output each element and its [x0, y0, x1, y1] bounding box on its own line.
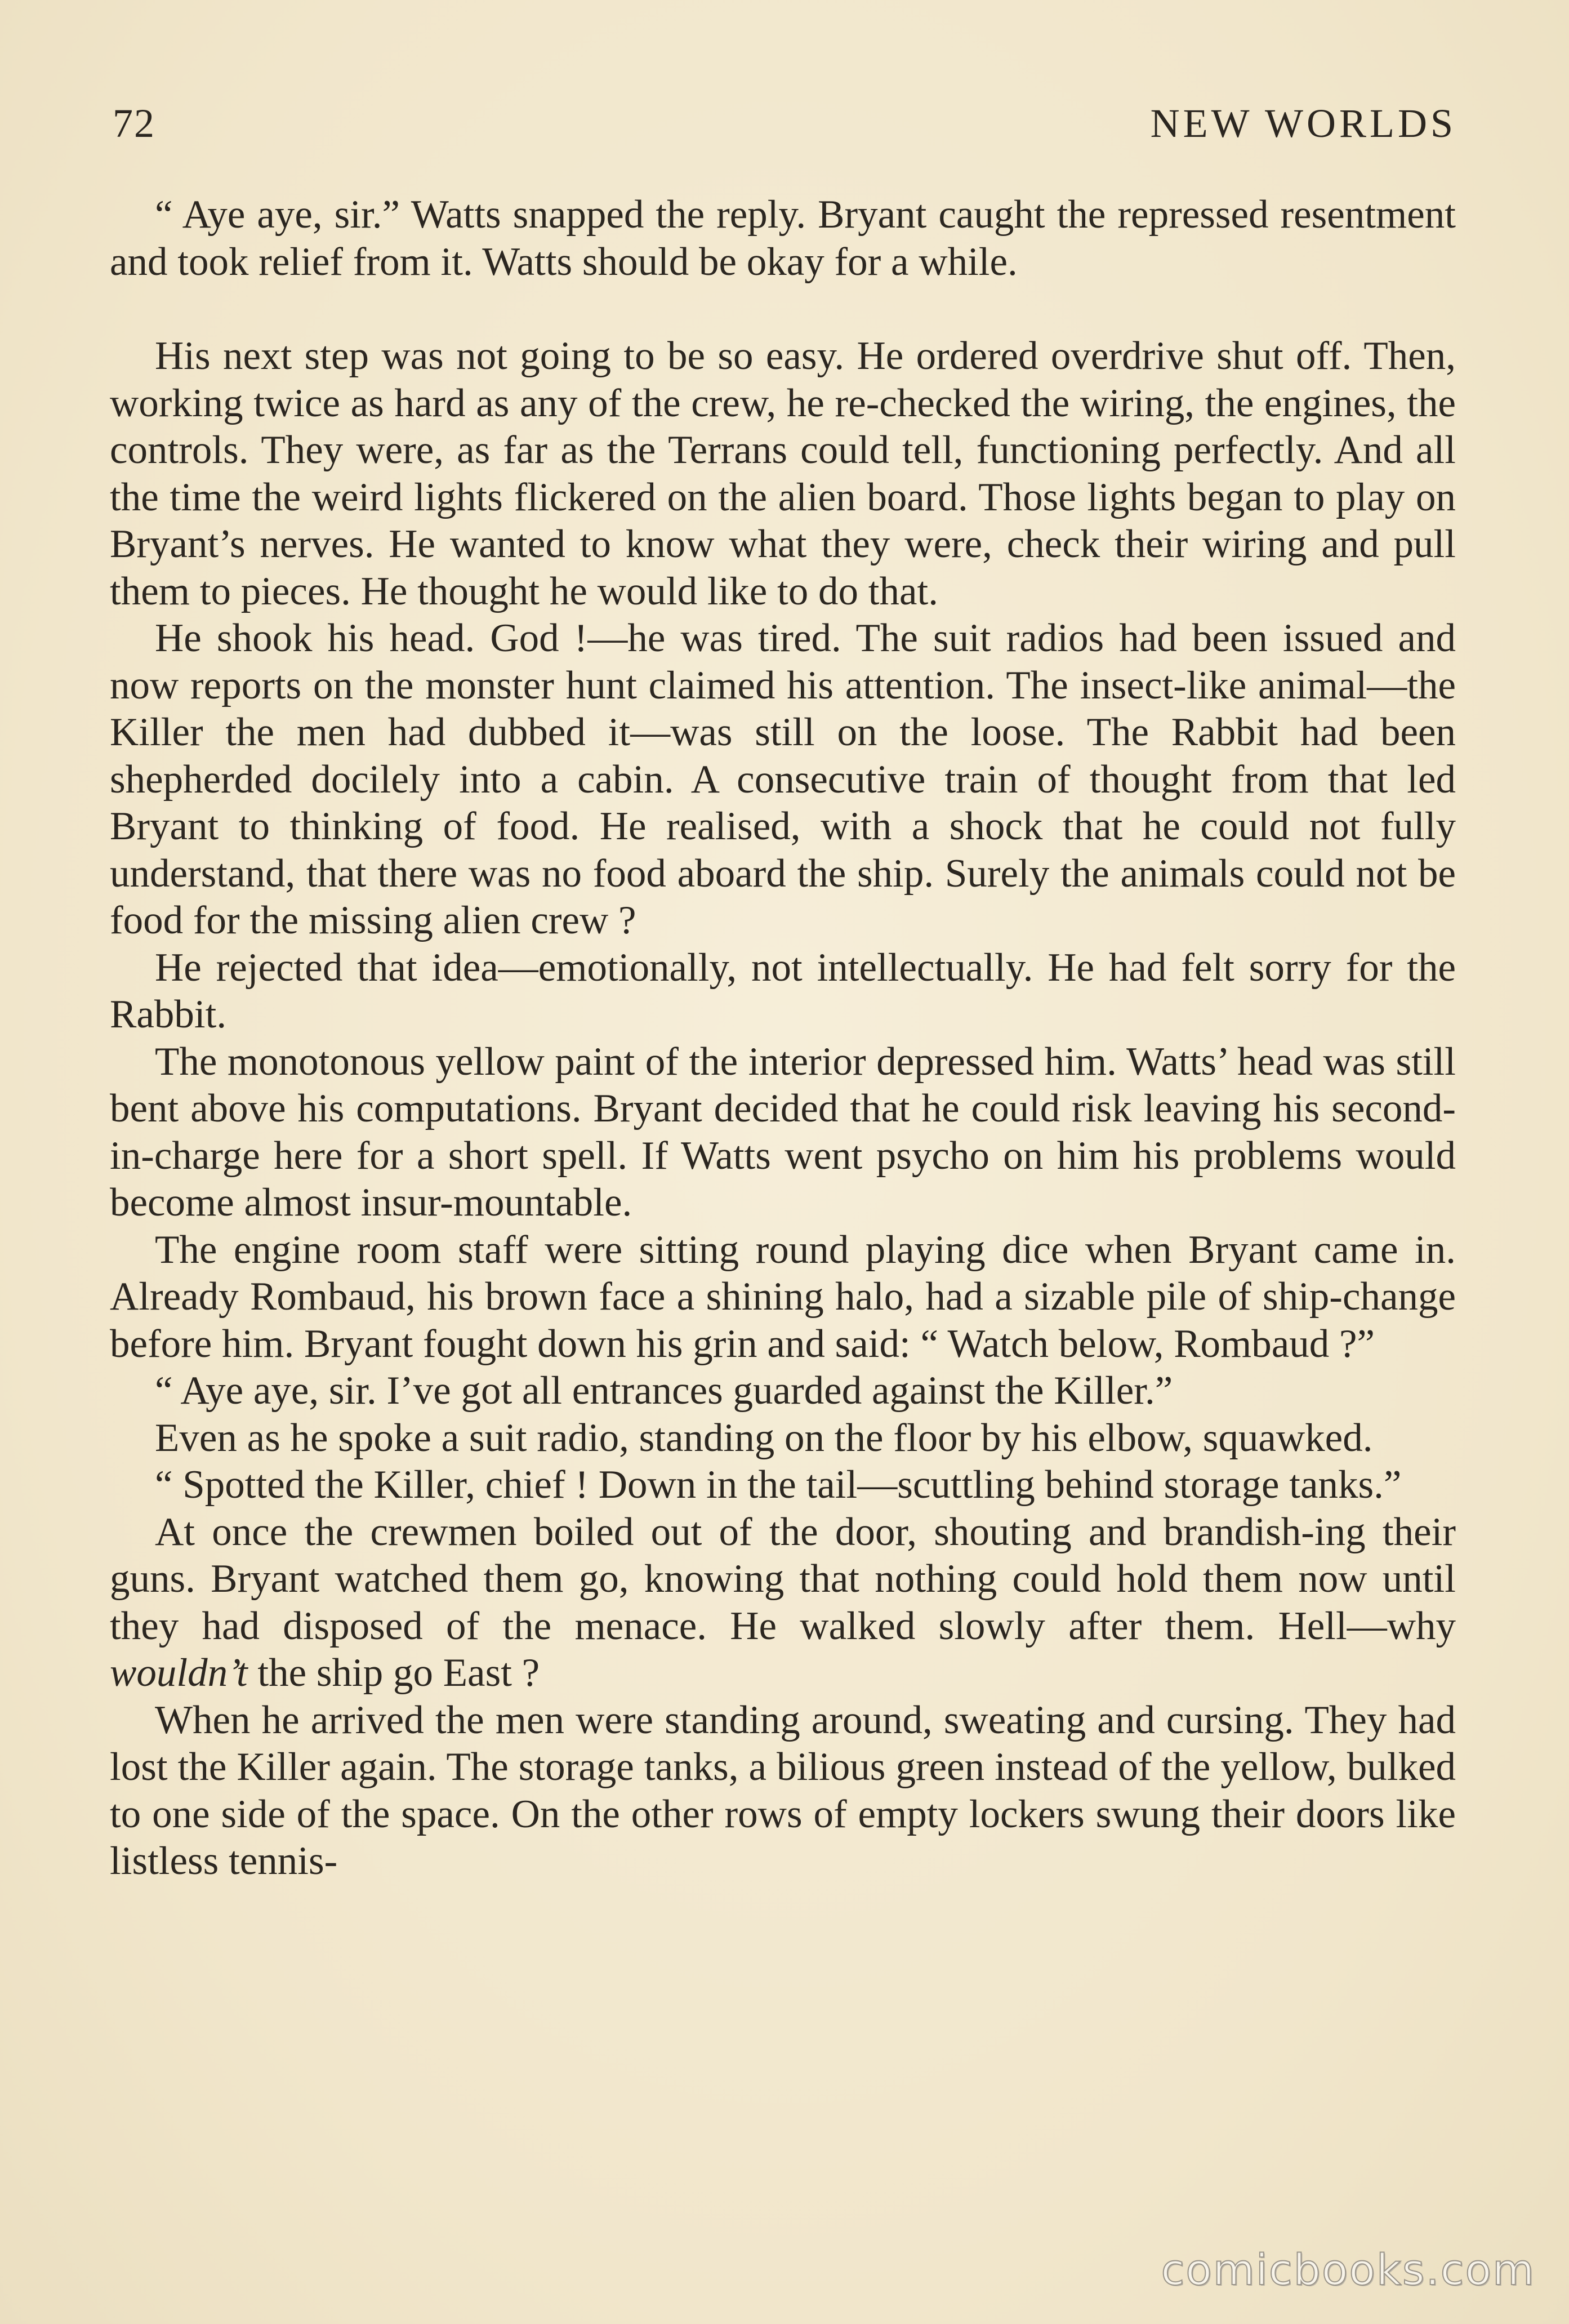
running-head [113, 100, 1456, 151]
page-number: 72 [113, 101, 155, 146]
paragraph-10-start: At once the crewmen boiled out of the door, shouting and brandish-ing their guns. Bryant watched them go, knowing that nothing could hold them now until they had disposed of the menace. He walked slowly after them. Hell—why [110, 1510, 1456, 1648]
paragraph-7: “ Aye aye, sir. I’ve got all entrances guarded against the Killer.” [155, 1369, 1173, 1413]
paragraph-1: “ Aye aye, sir.” Watts snapped the reply. Bryant caught the repressed resentment and took relief from it. Watts should be okay for a while. [110, 193, 1456, 284]
paragraph-3: He shook his head. God !—he was tired. The suit radios had been issued and now reports on the monster hunt claimed his attention. The insect-like animal—the Killer the men had dubbed it—was still on the loose. The Rabbit had been shepherded docilely into a cabin. A consecutive train of thought from that led Bryant to thinking of food. He realised, with a shock that he could not fully understand, that there was no food aboard the ship. Surely the animals could not be food for the missing alien crew ? [110, 616, 1456, 942]
paragraph-5: The monotonous yellow paint of the interior depressed him. Watts’ head was still bent above his computations. Bryant decided that he could risk leaving his second-in-charge here for a short spell. If Watts went psycho on him his problems would become almost insur-mountable. [110, 1039, 1456, 1225]
paragraph-10 [110, 1509, 1456, 1697]
journal-title: NEW WORLDS [1150, 101, 1456, 146]
paragraph-2: His next step was not going to be so easy. He ordered overdrive shut off. Then, working twice as hard as any of the crew, he re-checked the wiring, the engines, the controls. They were, as far as the Terrans could tell, functioning perfectly. And all the time the weird lights flickered on the alien board. Those lights began to play on Bryant’s nerves. He wanted to know what they were, check their wiring and pull them to pieces. He thought he would like to do that. [110, 334, 1456, 613]
italic-emphasis: wouldn’t [110, 1651, 248, 1695]
paragraph-10-end: the ship go East ? [247, 1651, 540, 1695]
paragraph-11: When he arrived the men were standing around, sweating and cursing. They had lost the Killer again. The storage tanks, a bilious green instead of the yellow, bulked to one side of the space. On the other rows of empty lockers swung their doors like listless tennis- [110, 1698, 1456, 1883]
paragraph-4: He rejected that idea—emotionally, not intellectually. He had felt sorry for the Rabbit. [110, 945, 1456, 1036]
paragraph-6: The engine room staff were sitting round playing dice when Bryant came in. Already Rombaud, his brown face a shining halo, had a sizable pile of ship-change before him. Bryant fought down his grin and said: “ Watch below, Rombaud ?” [110, 1227, 1456, 1366]
paragraph-8: Even as he spoke a suit radio, standing on the floor by his elbow, squawked. [155, 1415, 1373, 1460]
paragraph-9: “ Spotted the Killer, chief ! Down in the tail—scuttling behind storage tanks.” [155, 1463, 1402, 1507]
story-text [110, 192, 1456, 1885]
watermark-text: comicbooks.com [1161, 2245, 1535, 2295]
